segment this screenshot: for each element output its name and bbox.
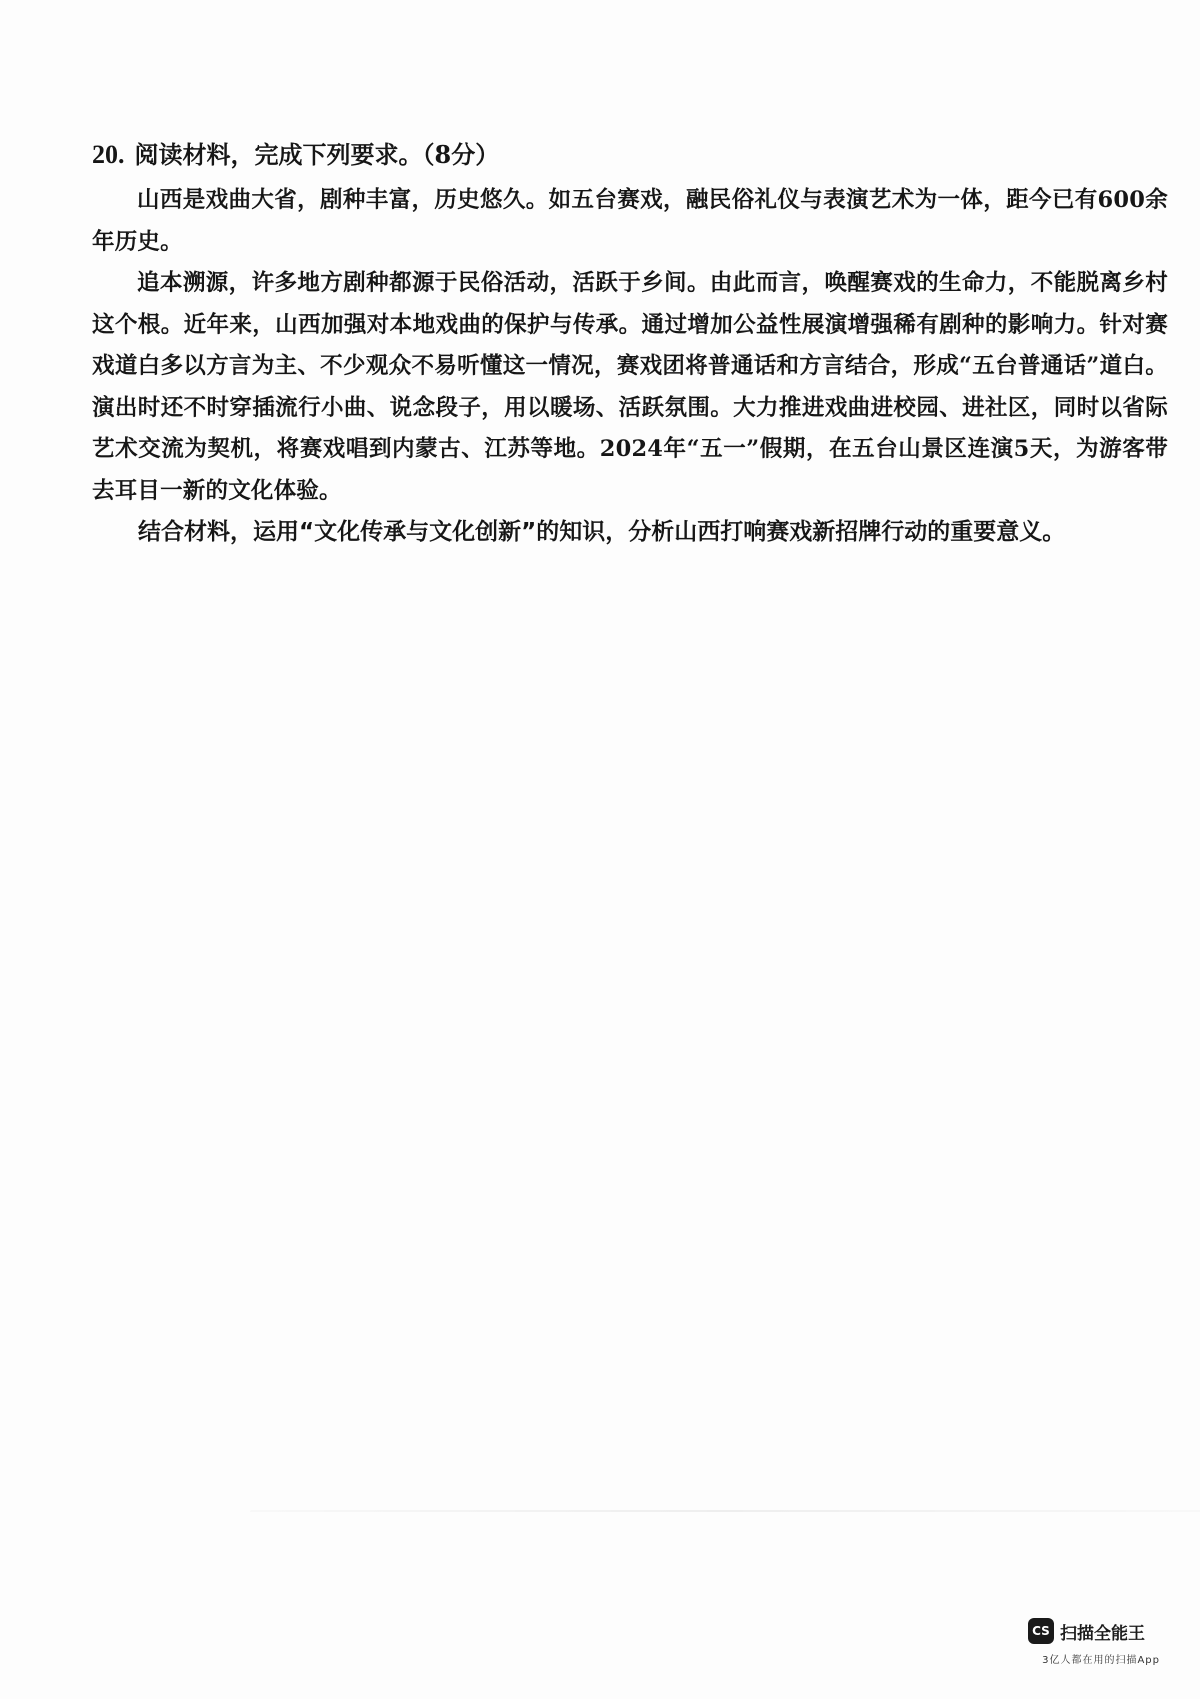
material-paragraph-1: 山西是戏曲大省，剧种丰富，历史悠久。如五台赛戏，融民俗礼仪与表演艺术为一体，距今已有600余年历史。 [92,187,1168,255]
question-block [92,136,1168,554]
watermark-app-name: 扫描全能王 [1060,1623,1145,1644]
question-number: 20. [92,140,125,169]
scanner-watermark [1028,1617,1160,1667]
material-paragraph-2: 追本溯源，许多地方剧种都源于民俗活动，活跃于乡间。由此而言，唤醒赛戏的生命力，不能脱离乡村这个根。近年来，山西加强对本地戏曲的保护与传承。通过增加公益性展演增强稀有剧种的影响力。针对赛戏道白多以方言为主、不少观众不易听懂这一情况，赛戏团将普通话和方言结合，形成“五台普通话”道白。演出时还不时穿插流行小曲、说念段子，用以暖场、活跃氛围。大力推进戏曲进校园、进社区，同时以省际艺术交流为契机，将赛戏唱到内蒙古、江苏等地。2024年“五一”假期，在五台山景区连演5天，为游客带去耳目一新的文化体验。 [92,270,1168,504]
question-prompt: 结合材料，运用“文化传承与文化创新”的知识，分析山西打响赛戏新招牌行动的重要意义。 [138,519,1066,545]
scan-fold-line [250,1510,1200,1512]
question-title: 阅读材料，完成下列要求。（8分） [134,140,500,169]
watermark-slogan: 3亿人都在用的扫描App [1042,1655,1160,1666]
camscanner-logo-icon: CS [1028,1618,1054,1644]
question-header [92,136,1168,174]
